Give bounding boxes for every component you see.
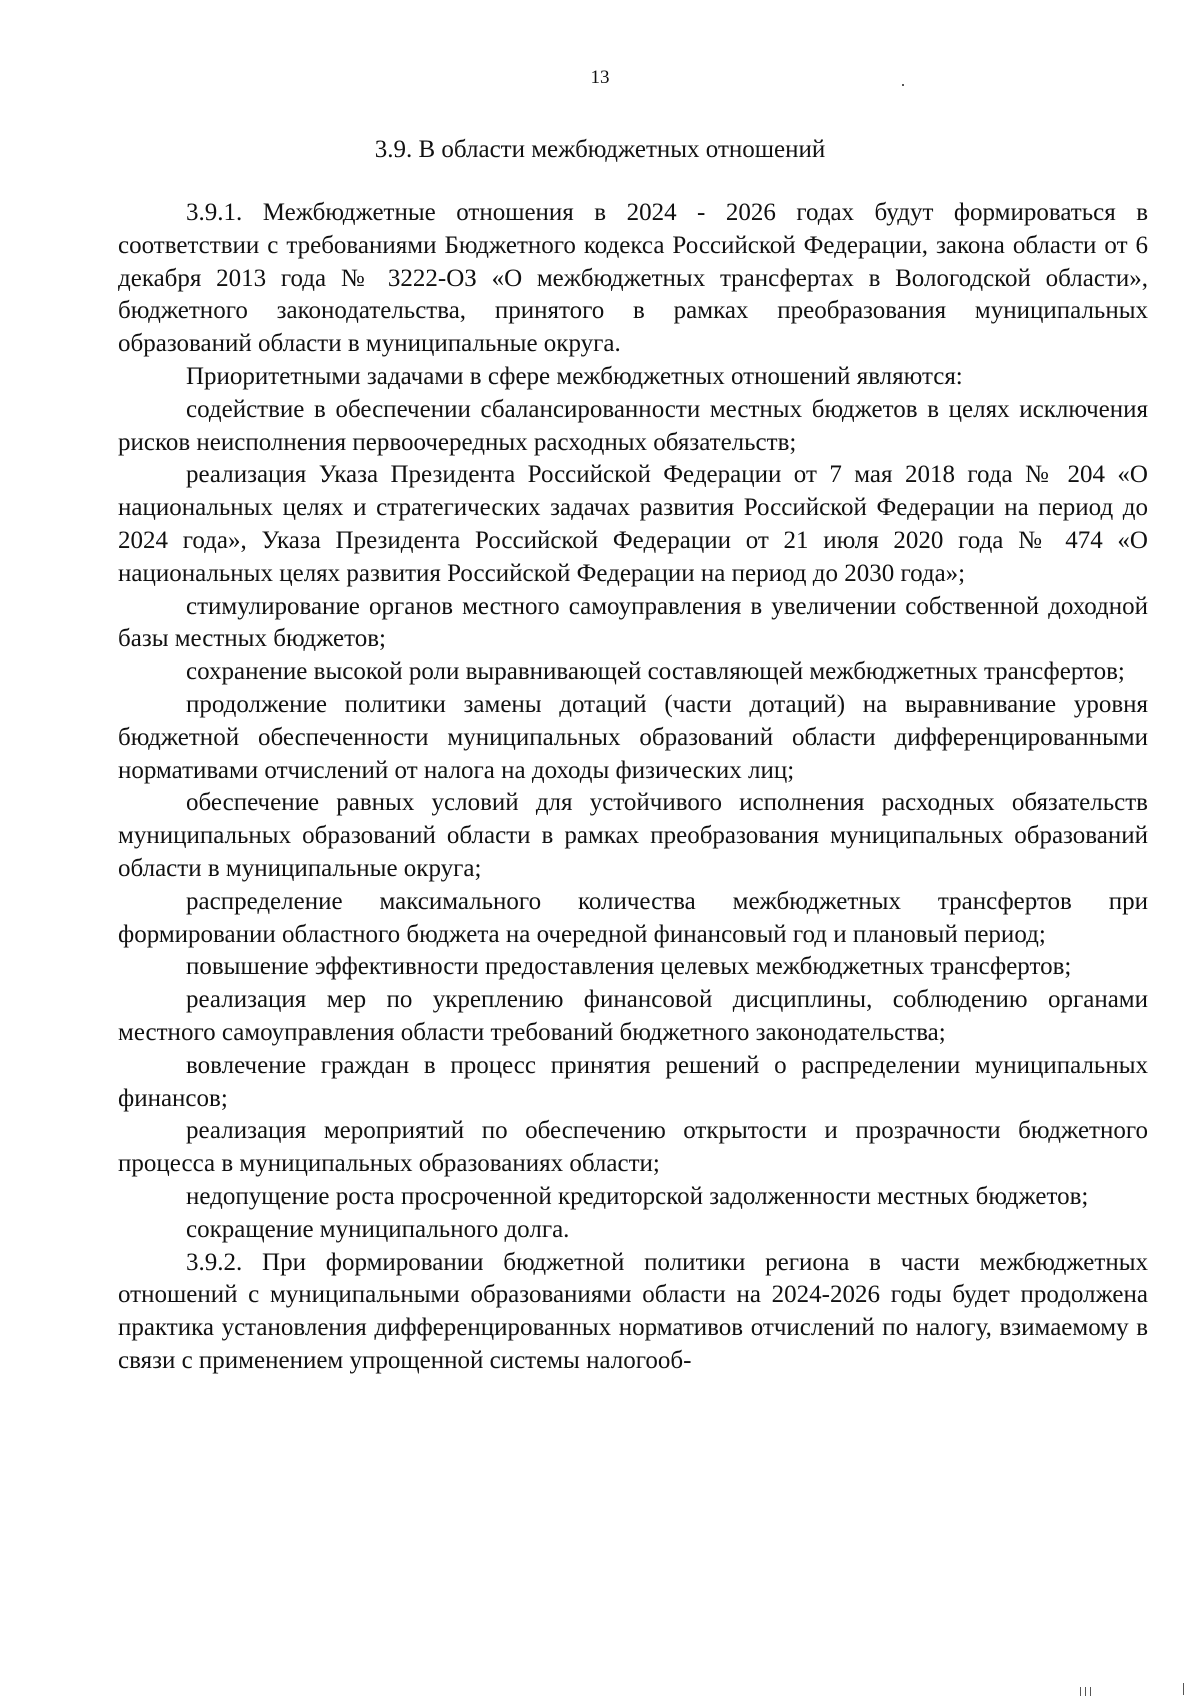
paragraph: сохранение высокой роли выравнивающей составляющей межбюджетных трансфертов; xyxy=(186,658,1125,686)
document-body xyxy=(118,197,1148,1378)
paragraph: реализация Указа Президента Российской Федерации от 7 мая 2018 года № 204 «О национальных целях и стратегических задачах развития Российской Федерации на период до 2024 года», Указа Президента Российской Федерации от 21 июля 2020 года № 474 «О национальных целях развития Российской Федерации на период до 2030 года»; xyxy=(118,461,1148,587)
paragraph: стимулирование органов местного самоуправления в увеличении собственной доходной базы местных бюджетов; xyxy=(118,592,1148,653)
paragraph: распределение максимального количества межбюджетных трансфертов при формировании областного бюджета на очередной финансовый год и плановый период; xyxy=(118,887,1148,948)
paragraph: реализация мероприятий по обеспечению открытости и прозрачности бюджетного процесса в муниципальных образованиях области; xyxy=(118,1117,1148,1178)
paragraph: вовлечение граждан в процесс принятия решений о распределении муниципальных финансов; xyxy=(118,1051,1148,1112)
scan-mark-edge xyxy=(1080,1687,1081,1696)
paragraph: 3.9.1. Межбюджетные отношения в 2024 - 2026 годах будут формироваться в соответствии с требованиями Бюджетного кодекса Российской Федерации, закона области от 6 декабря 2013 года № 3222-ОЗ «О межбюджетных трансфертах в Вологодской области», бюджетного законодательства, принятого в рамках преобразования муниципальных образований области в муниципальные округа. xyxy=(118,199,1148,358)
paragraph: 3.9.2. При формировании бюджетной политики региона в части межбюджетных отношений с муниципальными образованиями области на 2024-2026 годы будет продолжена практика установления дифференцированных нормативов отчислений по налогу, взимаемому в связи с применением упрощенной системы налогооб- xyxy=(118,1248,1148,1374)
paragraph: реализация мер по укреплению финансовой дисциплины, соблюдению органами местного самоуправления области требований бюджетного законодательства; xyxy=(118,986,1148,1046)
paragraph: продолжение политики замены дотаций (части дотаций) на выравнивание уровня бюджетной обеспеченности муниципальных образований области дифференцированными нормативами отчислений от налога на доходы физических лиц; xyxy=(118,690,1148,784)
section-title: 3.9. В области межбюджетных отношений xyxy=(374,136,826,163)
paragraph: обеспечение равных условий для устойчивого исполнения расходных обязательств муниципальных образований области в рамках преобразования муниципальных образований области в муниципальные округа; xyxy=(118,789,1148,882)
paragraph: содействие в обеспечении сбалансированности местных бюджетов в целях исключения рисков неисполнения первоочередных расходных обязательств; xyxy=(118,395,1148,456)
scan-mark-edge xyxy=(1183,1683,1184,1695)
paragraph: Приоритетными задачами в сфере межбюджетных отношений являются: xyxy=(186,362,963,390)
scan-mark-edge xyxy=(1085,1687,1086,1696)
scan-mark-edge xyxy=(1090,1687,1091,1696)
paragraph: недопущение роста просроченной кредиторской задолженности местных бюджетов; xyxy=(186,1182,1089,1210)
paragraph: сокращение муниципального долга. xyxy=(186,1215,570,1243)
paragraph: повышение эффективности предоставления целевых межбюджетных трансфертов; xyxy=(186,953,1072,981)
scan-mark-dot xyxy=(902,84,904,86)
page-number: 13 xyxy=(590,67,610,88)
